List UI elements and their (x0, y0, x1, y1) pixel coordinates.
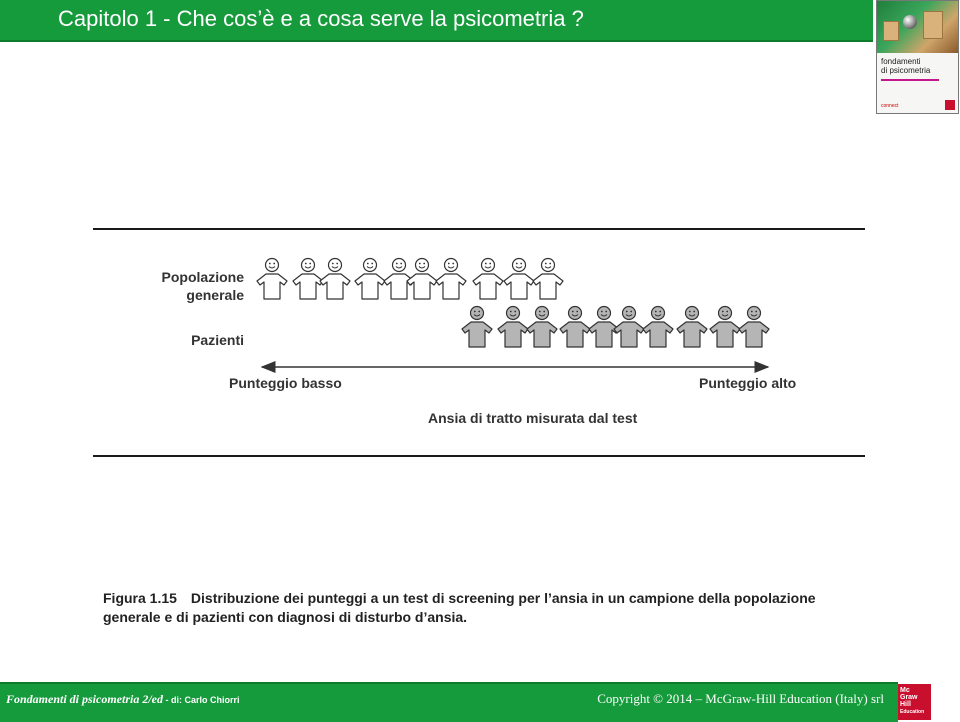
footer-book-name: Fondamenti di psicometria 2/ed (6, 692, 164, 706)
figure-caption (103, 589, 863, 627)
caption-text: Distribuzione dei punteggi a un test di screening per l’ansia in un campione della popolazione generale e di pazienti con diagnosi di disturbo d’ansia. (103, 590, 816, 625)
footer-book-title (6, 692, 240, 707)
general-person-icon (533, 259, 563, 300)
slide-title: Capitolo 1 - Che cos’è e a cosa serve la psicometria ? (58, 6, 584, 31)
patient-person-icon (462, 307, 492, 348)
logo-line4: Education (900, 709, 925, 715)
mcgraw-hill-logo (898, 684, 931, 720)
patient-person-icon (677, 307, 707, 348)
book-cover-connect: connect (881, 103, 899, 109)
general-person-icon (407, 259, 437, 300)
general-person-icon (320, 259, 350, 300)
general-person-icon (436, 259, 466, 300)
axis-low-label: Punteggio basso (229, 375, 342, 391)
general-person-icon (355, 259, 385, 300)
group-label-general-line1: Popolazione (161, 269, 244, 285)
general-person-icon (473, 259, 503, 300)
logo-line3: Hill (900, 701, 911, 708)
general-person-icon (293, 259, 323, 300)
patient-person-icon (739, 307, 769, 348)
patient-person-icon (643, 307, 673, 348)
patient-person-icon (560, 307, 590, 348)
general-person-icon (257, 259, 287, 300)
axis-high-label: Punteggio alto (699, 375, 797, 391)
patients-row (462, 307, 769, 348)
patient-person-icon (710, 307, 740, 348)
group-label-general-line2: generale (186, 287, 244, 303)
book-cover-title-line1: fondamenti (881, 57, 921, 66)
footer-author: - di: Carlo Chiorri (163, 695, 240, 705)
patient-person-icon (527, 307, 557, 348)
group-label-patients: Pazienti (191, 332, 244, 348)
patient-person-icon (589, 307, 619, 348)
axis-title: Ansia di tratto misurata dal test (428, 410, 638, 426)
logo-line1: Mc (900, 687, 910, 694)
caption-figure-number: Figura 1.15 (103, 590, 177, 606)
patient-person-icon (498, 307, 528, 348)
footer-bar (0, 682, 898, 722)
general-person-icon (504, 259, 534, 300)
footer-copyright: Copyright © 2014 – McGraw-Hill Education (Italy) srl (597, 691, 884, 706)
general-population-row (257, 259, 563, 300)
patient-person-icon (614, 307, 644, 348)
book-cover-title-line2: di psicometria (881, 66, 931, 75)
logo-line2: Graw (900, 694, 918, 701)
